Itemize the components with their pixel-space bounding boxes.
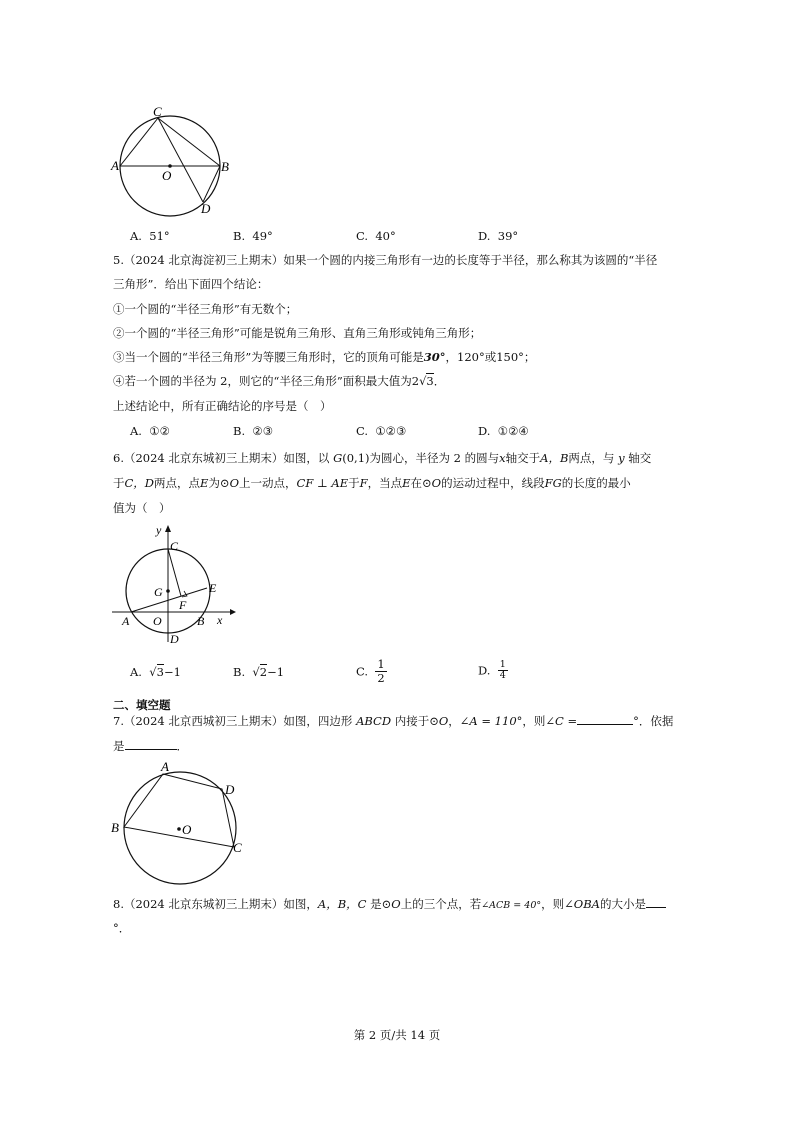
q6-stem-line1: 6.（2024 北京东城初三上期末）如图，以 G(0,1)为圆心，半径为 2 的圆与x轴交于A，B两点，与 y 轴交 — [113, 451, 652, 465]
q5-statement-3: ③当一个圆的“半径三角形”为等腰三角形时，它的顶角可能是30°，120°或150°； — [113, 350, 536, 364]
page-footer: 第 2 页/共 14 页 — [353, 1028, 441, 1042]
q5-stem-line2: 三角形”．给出下面四个结论： — [113, 277, 269, 291]
q6-option-d[interactable]: D. $\frac{1}{4}$ — [478, 659, 506, 681]
q4-label-c: C — [153, 104, 162, 119]
q7-stem-line2: 是 ． — [113, 739, 188, 753]
q6-label-b: B — [197, 614, 205, 628]
q5-statement-2: ②一个圆的“半径三角形”可能是锐角三角形、直角三角形或钝角三角形； — [113, 326, 482, 340]
q4-label-o: O — [162, 168, 172, 183]
q6-stem-line3: 值为（ ） — [113, 501, 171, 515]
q8-answer-blank[interactable] — [646, 895, 666, 908]
q7-answer-blank-1[interactable] — [577, 712, 633, 725]
q6-option-b[interactable]: B. √2−1 — [233, 665, 285, 679]
q5-stem-line1: 5.（2024 北京海淀初三上期末）如果一个圆的内接三角形有一边的长度等于半径，那么称其为该圆的“半径 — [113, 253, 658, 267]
q7-answer-blank-2[interactable] — [125, 737, 177, 750]
q4-option-c[interactable]: C. 40° — [356, 229, 396, 243]
q7-label-o: O — [182, 822, 192, 837]
q6-label-d: D — [170, 632, 179, 646]
q6-label-f: F — [179, 598, 187, 612]
q6-label-a: A — [122, 614, 130, 628]
q6-label-c: C — [170, 539, 179, 553]
q7-label-b: B — [111, 820, 119, 835]
q6-option-a[interactable]: A. √3−1 — [130, 665, 181, 679]
q6-label-x: x — [217, 613, 223, 627]
q4-label-d: D — [201, 201, 211, 216]
q4-option-b[interactable]: B. 49° — [233, 229, 273, 243]
q6-coordinate-figure — [108, 524, 238, 649]
q4-option-a[interactable]: A. 51° — [130, 229, 170, 243]
q7-label-c: C — [233, 840, 242, 855]
q6-option-c[interactable]: C. $\frac{1}{2}$ — [356, 657, 385, 685]
q5-statement-1: ①一个圆的“半径三角形”有无数个； — [113, 302, 298, 316]
q6-label-g: G — [154, 585, 163, 599]
section-fill-in-title: 二、填空题 — [113, 698, 171, 712]
q8-stem-line2: °． — [113, 921, 131, 935]
q4-option-d[interactable]: D. 39° — [478, 229, 519, 243]
q4-label-a: A — [111, 158, 119, 173]
q6-label-o: O — [153, 614, 162, 628]
q4-circle-figure — [110, 104, 240, 219]
q7-label-a: A — [161, 759, 169, 774]
q6-label-e: E — [209, 581, 217, 595]
q8-stem-line1: 8.（2024 北京东城初三上期末）如图，A，B，C 是⊙O上的三个点，若∠ACB = 40°，则∠OBA的大小是 — [113, 895, 666, 914]
q6-label-y: y — [156, 523, 162, 537]
q5-option-b[interactable]: B. ②③ — [233, 424, 274, 438]
q5-statement-4: ④若一个圆的半径为 2，则它的“半径三角形”面积最大值为2√3． — [113, 374, 446, 388]
q4-label-b: B — [221, 159, 229, 174]
q7-stem-line1: 7.（2024 北京西城初三上期末）如图，四边形 ABCD 内接于⊙O，∠A = 110°，则∠C = °．依据 — [113, 714, 674, 728]
q7-label-d: D — [225, 782, 235, 797]
q5-option-a[interactable]: A. ①② — [130, 424, 170, 438]
q6-stem-line2: 于C，D两点，点E为⊙O上一动点，CF ⊥ AE于F，当点E在⊙O的运动过程中，线段FG的长度的最小 — [113, 476, 631, 490]
q5-option-c[interactable]: C. ①②③ — [356, 424, 407, 438]
q5-question: 上述结论中，所有正确结论的序号是（ ） — [113, 399, 332, 413]
q5-option-d[interactable]: D. ①②④ — [478, 424, 529, 438]
q7-quadrilateral-figure — [108, 758, 248, 888]
